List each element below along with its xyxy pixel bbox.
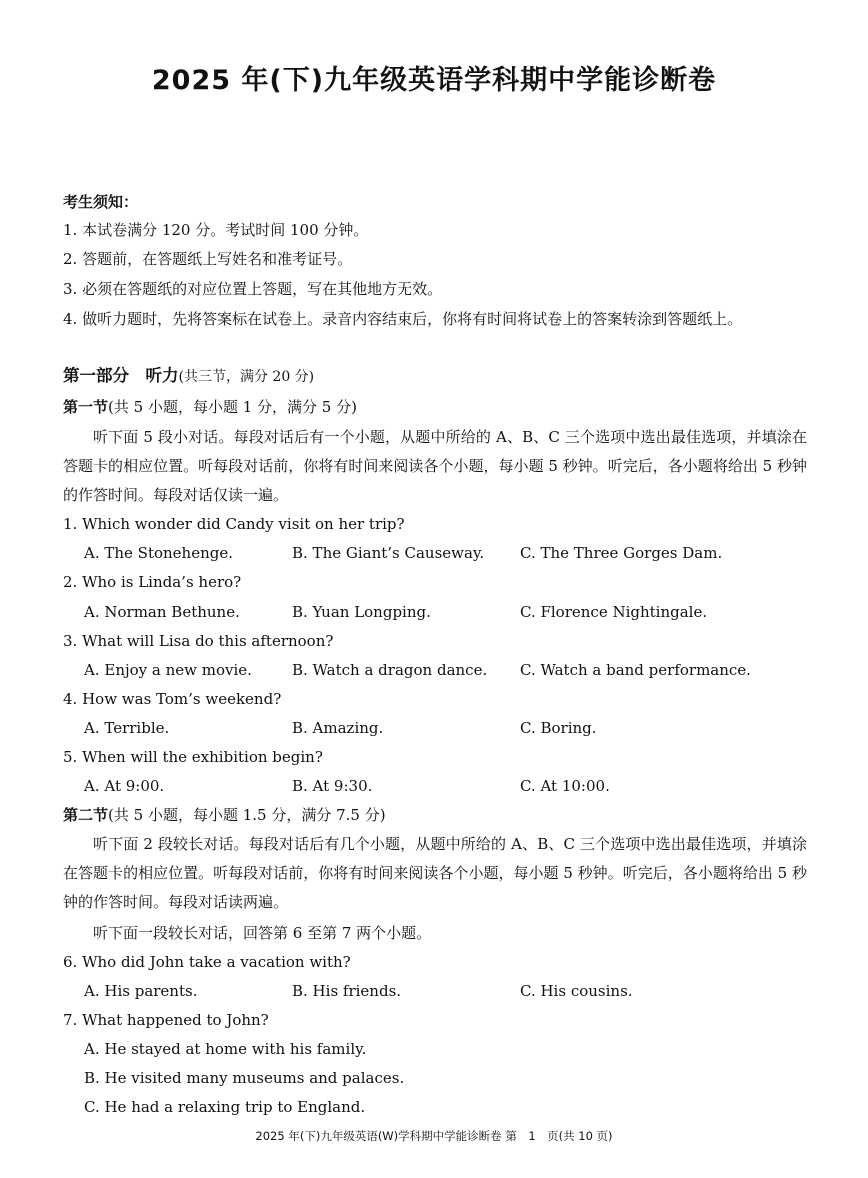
page-footer: 2025 年(下)九年级英语(W)学科期中学能诊断卷 第 1 页(共 10 页) [255, 1129, 613, 1143]
option-b: B. Amazing. [292, 719, 384, 737]
notice-item: 4. 做听力题时，先将答案标在试卷上。录音内容结束后，你将有时间将试卷上的答案转涂到答题纸上。 [63, 310, 743, 328]
question: 3. What will Lisa do this afternoon? [63, 632, 334, 650]
option-b: B. At 9:30. [292, 777, 373, 795]
question: 1. Which wonder did Candy visit on her trip? [63, 515, 405, 533]
option-a: A. At 9:00. [84, 777, 165, 795]
section-title: 第一节 [63, 398, 109, 416]
question: 2. Who is Linda’s hero? [63, 573, 242, 591]
notice-item: 1. 本试卷满分 120 分。考试时间 100 分钟。 [63, 221, 369, 239]
option-a: A. Terrible. [84, 719, 170, 737]
option-a: A. His parents. [84, 982, 198, 1000]
question: 5. When will the exhibition begin? [63, 748, 323, 766]
section-heading [63, 397, 357, 417]
option-a: A. He stayed at home with his family. [84, 1040, 367, 1058]
section-title: 第二节 [63, 806, 109, 824]
option-a: A. Norman Bethune. [84, 603, 240, 621]
question: 4. How was Tom’s weekend? [63, 690, 282, 708]
section-instructions: 听下面 2 段较长对话。每段对话后有几个小题，从题中所给的 A、B、C 三个选项中选出最佳选项，并填涂在答题卡的相应位置。听每段对话前，你将有时间来阅读各个小题，每小题 5 秒钟。听完后，各小题将给出 5 秒钟的作答时间。每段对话读两遍。 [63, 835, 807, 911]
option-c: C. The Three Gorges Dam. [520, 544, 723, 562]
section-subtitle: (共 5 小题，每小题 1.5 分，满分 7.5 分) [108, 806, 386, 824]
option-b: B. His friends. [292, 982, 402, 1000]
dialogue-note: 听下面一段较长对话，回答第 6 至第 7 两个小题。 [93, 924, 432, 942]
option-b: B. Yuan Longping. [292, 603, 431, 621]
option-a: A. The Stonehenge. [84, 544, 233, 562]
notice-item: 3. 必须在答题纸的对应位置上答题，写在其他地方无效。 [63, 280, 443, 298]
section-subtitle: (共 5 小题，每小题 1 分，满分 5 分) [108, 398, 357, 416]
section-heading [63, 805, 386, 825]
option-c: C. Florence Nightingale. [520, 603, 708, 621]
option-b: B. He visited many museums and palaces. [84, 1069, 405, 1087]
option-c: C. At 10:00. [520, 777, 610, 795]
notice-item: 2. 答题前，在答题纸上写姓名和准考证号。 [63, 250, 353, 268]
part-title: 第一部分 听力 [63, 366, 179, 385]
option-c: C. He had a relaxing trip to England. [84, 1098, 366, 1116]
option-a: A. Enjoy a new movie. [84, 661, 252, 679]
option-b: B. The Giant’s Causeway. [292, 544, 485, 562]
option-c: C. His cousins. [520, 982, 633, 1000]
page-title: 2025 年(下)九年级英语学科期中学能诊断卷 [151, 65, 717, 96]
question: 6. Who did John take a vacation with? [63, 953, 351, 971]
question: 7. What happened to John? [63, 1011, 269, 1029]
part-heading [63, 366, 314, 387]
part-subtitle: (共三节，满分 20 分) [178, 369, 315, 385]
section-instructions: 听下面 5 段小对话。每段对话后有一个小题，从题中所给的 A、B、C 三个选项中选出最佳选项，并填涂在答题卡的相应位置。听每段对话前，你将有时间来阅读各个小题，每小题 5 秒钟。听完后，各小题将给出 5 秒钟的作答时间。每段对话仅读一遍。 [63, 428, 807, 504]
notice-heading: 考生须知： [63, 193, 139, 211]
option-c: C. Boring. [520, 719, 597, 737]
option-c: C. Watch a band performance. [520, 661, 751, 679]
option-b: B. Watch a dragon dance. [292, 661, 488, 679]
